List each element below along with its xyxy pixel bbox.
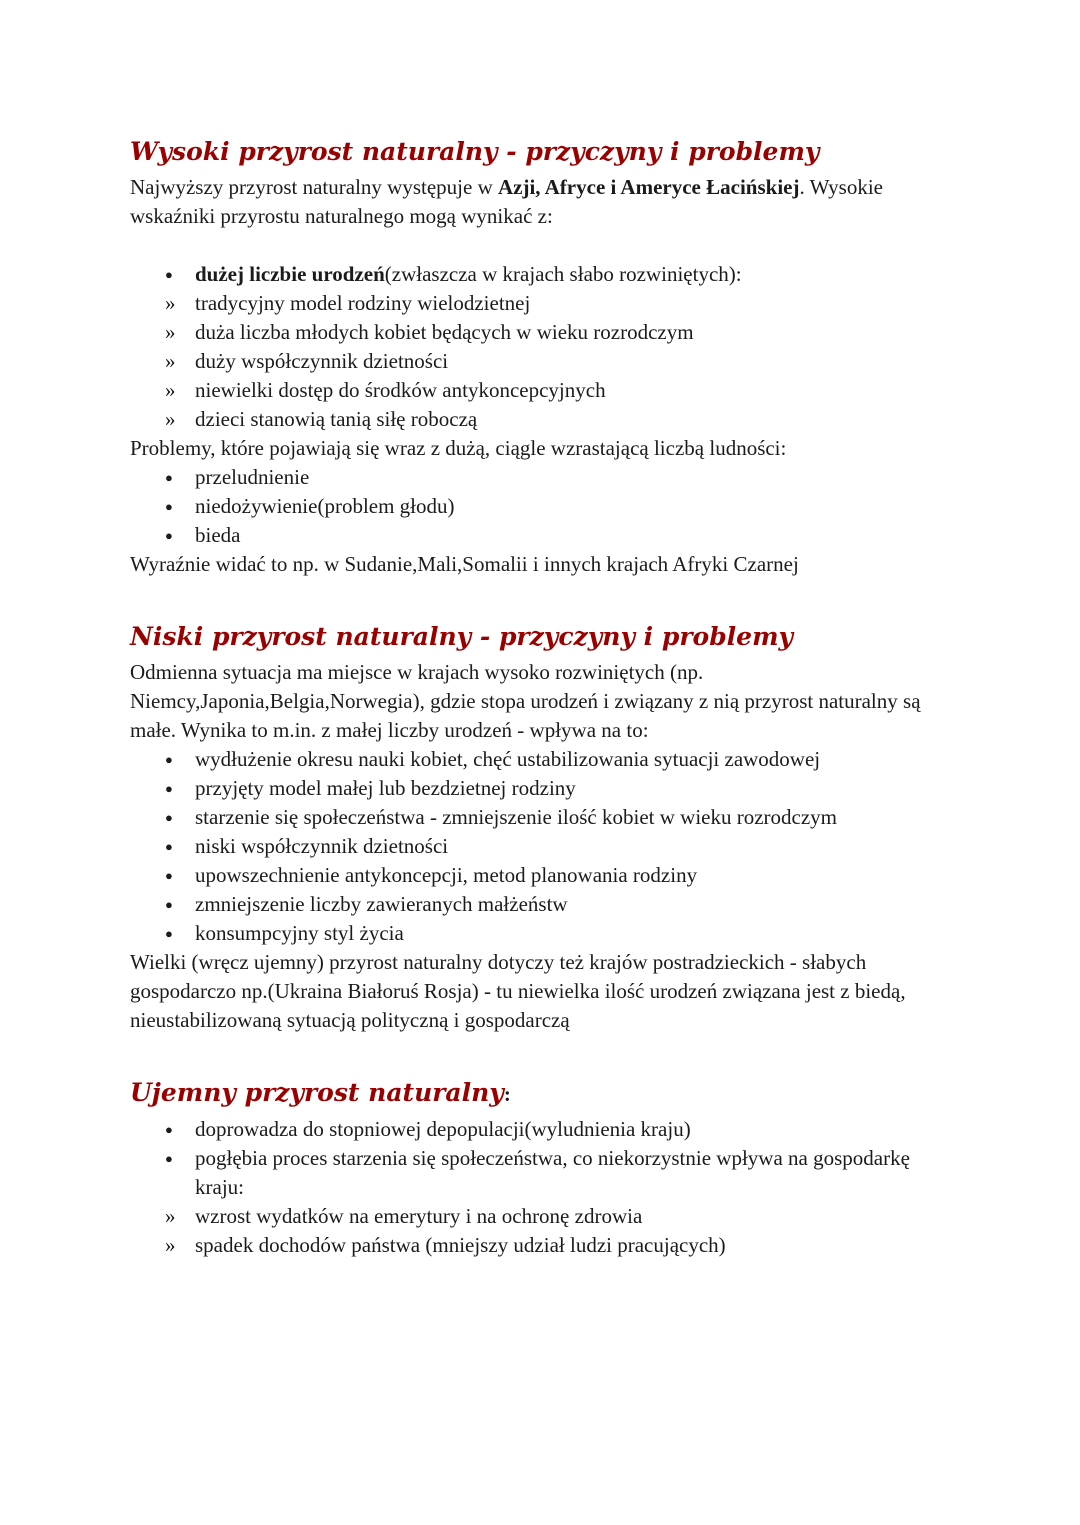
paragraph	[130, 658, 952, 745]
text-run: Odmienna sytuacja ma miejsce w krajach wysoko rozwiniętych (np. Niemcy,Japonia,Belgia,Norwegia), gdzie stopa urodzeń i związany z nią przyrost naturalny są małe. Wynika to m.in. z małej liczby urodzeń - wpływa na to:	[130, 660, 921, 742]
text-run: przyjęty model małej lub bezdzietnej rodziny	[195, 776, 576, 800]
list-item	[130, 492, 952, 521]
list-item	[130, 318, 952, 347]
section-heading	[130, 136, 952, 168]
paragraph	[130, 948, 952, 1035]
dot-bullet-marker: ●	[165, 810, 173, 825]
list-item	[130, 1115, 952, 1144]
list-item	[130, 861, 952, 890]
text-run: bieda	[195, 523, 241, 547]
text-run: upowszechnienie antykoncepcji, metod planowania rodziny	[195, 863, 698, 887]
list-item	[130, 1202, 952, 1231]
bullet-list	[130, 1115, 952, 1260]
chevron-bullet-marker: »	[165, 1204, 176, 1228]
list-item	[130, 745, 952, 774]
dot-bullet-marker: ●	[165, 1151, 173, 1166]
list-item	[130, 803, 952, 832]
dot-bullet-marker: ●	[165, 868, 173, 883]
text-run: konsumpcyjny styl życia	[195, 921, 404, 945]
chevron-bullet-marker: »	[165, 291, 176, 315]
list-item	[130, 1144, 952, 1202]
text-run: Wielki (wręcz ujemny) przyrost naturalny dotyczy też krajów postradzieckich - słabych gospodarczo np.(Ukraina Białoruś Rosja) - tu niewielka ilość urodzeń związana jest z biedą, nieustabilizowaną sytuacją polityczną i gospodarczą	[130, 950, 906, 1032]
list-item	[130, 832, 952, 861]
bullet-list	[130, 745, 952, 948]
section	[130, 621, 952, 1035]
dot-bullet-marker: ●	[165, 752, 173, 767]
text-run: niski współczynnik dzietności	[195, 834, 449, 858]
list-item	[130, 521, 952, 550]
section-heading-suffix: :	[503, 1082, 511, 1106]
dot-bullet-marker: ●	[165, 781, 173, 796]
section-heading	[130, 621, 952, 653]
chevron-bullet-marker: »	[165, 320, 176, 344]
text-run: starzenie się społeczeństwa - zmniejszenie ilość kobiet w wieku rozrodczym	[195, 805, 838, 829]
dot-bullet-marker: ●	[165, 897, 173, 912]
list-item	[130, 376, 952, 405]
dot-bullet-marker: ●	[165, 1122, 173, 1137]
list-item	[130, 347, 952, 376]
dot-bullet-marker: ●	[165, 528, 173, 543]
section-heading	[130, 1077, 952, 1110]
paragraph	[130, 550, 952, 579]
text-run: (zwłaszcza w krajach słabo rozwiniętych):	[384, 262, 742, 286]
text-run: pogłębia proces starzenia się społeczeństwa, co niekorzystnie wpływa na gospodarkę kraju:	[195, 1146, 910, 1199]
text-run: dzieci stanowią tanią siłę roboczą	[195, 407, 478, 431]
text-run: spadek dochodów państwa (mniejszy udział ludzi pracujących)	[195, 1233, 726, 1257]
blank-line	[130, 231, 952, 260]
chevron-bullet-marker: »	[165, 349, 176, 373]
text-run: Azji, Afryce i Ameryce Łacińskiej	[497, 175, 800, 199]
text-run: Problemy, które pojawiają się wraz z dużą, ciągle wzrastającą liczbą ludności:	[130, 436, 787, 460]
paragraph	[130, 434, 952, 463]
text-run: wydłużenie okresu nauki kobiet, chęć ustabilizowania sytuacji zawodowej	[195, 747, 821, 771]
text-run: tradycyjny model rodziny wielodzietnej	[195, 291, 531, 315]
text-run: Wyraźnie widać to np. w Sudanie,Mali,Somalii i innych krajach Afryki Czarnej	[130, 552, 799, 576]
paragraph	[130, 173, 952, 231]
text-run: duża liczba młodych kobiet będących w wieku rozrodczym	[195, 320, 694, 344]
dot-bullet-marker: ●	[165, 839, 173, 854]
bullet-list	[130, 260, 952, 434]
list-item	[130, 774, 952, 803]
text-run: zmniejszenie liczby zawieranych małżeństw	[195, 892, 568, 916]
dot-bullet-marker: ●	[165, 499, 173, 514]
list-item	[130, 890, 952, 919]
section-heading-text: Niski przyrost naturalny - przyczyny i problemy	[130, 622, 794, 651]
chevron-bullet-marker: »	[165, 378, 176, 402]
list-item	[130, 289, 952, 318]
text-run: . Wysokie wskaźniki przyrostu naturalnego mogą wynikać z:	[130, 175, 883, 228]
list-item	[130, 463, 952, 492]
text-run: niedożywienie(problem głodu)	[195, 494, 455, 518]
chevron-bullet-marker: »	[165, 1233, 176, 1257]
section	[130, 1077, 952, 1260]
list-item	[130, 919, 952, 948]
bullet-list	[130, 463, 952, 550]
text-run: Najwyższy przyrost naturalny występuje w	[130, 175, 498, 199]
document-body	[130, 136, 952, 1260]
dot-bullet-marker: ●	[165, 926, 173, 941]
text-run: doprowadza do stopniowej depopulacji(wyludnienia kraju)	[195, 1117, 691, 1141]
text-run: wzrost wydatków na emerytury i na ochronę zdrowia	[195, 1204, 643, 1228]
dot-bullet-marker: ●	[165, 470, 173, 485]
list-item	[130, 1231, 952, 1260]
section-heading-text: Ujemny przyrost naturalny	[130, 1078, 504, 1107]
list-item	[130, 405, 952, 434]
text-run: przeludnienie	[195, 465, 310, 489]
text-run: dużej liczbie urodzeń	[195, 262, 385, 286]
text-run: duży współczynnik dzietności	[195, 349, 449, 373]
section	[130, 136, 952, 579]
dot-bullet-marker: ●	[165, 267, 173, 282]
list-item	[130, 260, 952, 289]
chevron-bullet-marker: »	[165, 407, 176, 431]
section-heading-text: Wysoki przyrost naturalny - przyczyny i problemy	[130, 137, 820, 166]
text-run: niewielki dostęp do środków antykoncepcyjnych	[195, 378, 606, 402]
